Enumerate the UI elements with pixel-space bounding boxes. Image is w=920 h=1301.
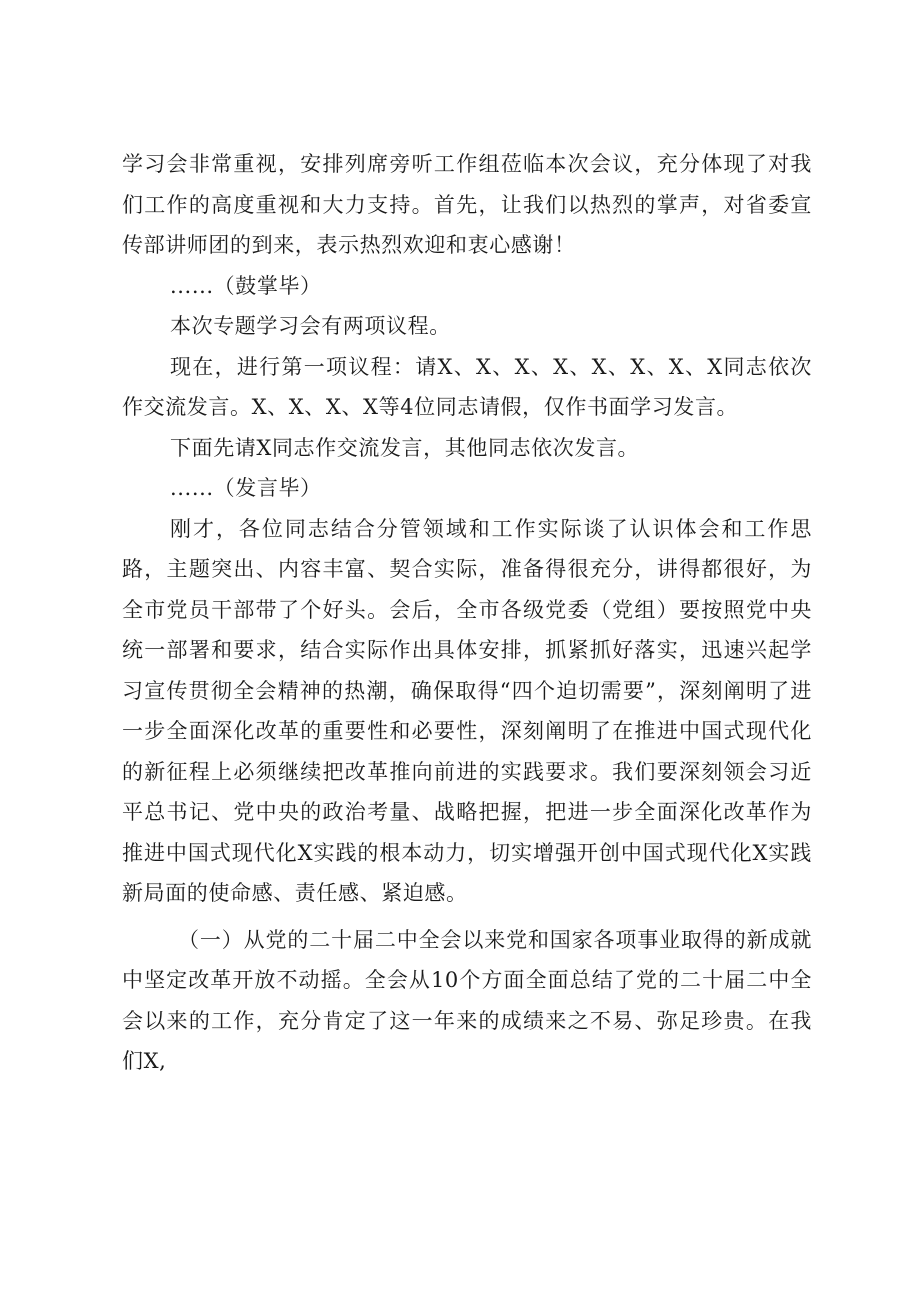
paragraph-agenda-intro: 本次专题学习会有两项议程。 [170, 314, 451, 338]
paragraph-applause-note: ......（鼓掌毕） [170, 273, 322, 298]
document-body [122, 144, 812, 1082]
paragraph-section-one: （一）从党的二十届二中全会以来党和国家各项事业取得的新成就中坚定改革开放不动摇。全会从10个方面全面总结了党的二十届二中全会以来的工作，充分肯定了这一年来的成绩来之不易、弥足珍贵。在我们X, [122, 927, 812, 1073]
paragraph-summary: 刚才，各位同志结合分管领域和工作实际谈了认识体会和工作思路，主题突出、内容丰富、契合实际，准备得很充分，讲得都很好，为全市党员干部带了个好头。会后，全市各级党委（党组）要按照党中央统一部署和要求，结合实际作出具体安排，抓紧抓好落实，迅速兴起学习宣传贯彻全会精神的热潮，确保取得“四个迫切需要”，深刻阐明了进一步全面深化改革的重要性和必要性，深刻阐明了在推进中国式现代化的新征程上必须继续把改革推向前进的实践要求。我们要深刻领会习近平总书记、党中央的政治考量、战略把握，把进一步全面深化改革作为推进中国式现代化X实践的根本动力，切实增强开创中国式现代化X实践新局面的使命感、责任感、紧迫感。 [122, 516, 812, 905]
paragraph-first-speaker: 下面先请X同志作交流发言，其他同志依次发言。 [170, 435, 640, 460]
paragraph-first-agenda: 现在，进行第一项议程：请X、X、X、X、X、X、X、X同志依次作交流发言。X、X、X、X等4位同志请假，仅作书面学习发言。 [122, 354, 812, 419]
paragraph-opening: 学习会非常重视，安排列席旁听工作组莅临本次会议，充分体现了对我们工作的高度重视和大力支持。首先，让我们以热烈的掌声，对省委宣传部讲师团的到来，表示热烈欢迎和衷心感谢！ [122, 152, 812, 257]
paragraph-speech-note: ......（发言毕） [170, 476, 322, 500]
